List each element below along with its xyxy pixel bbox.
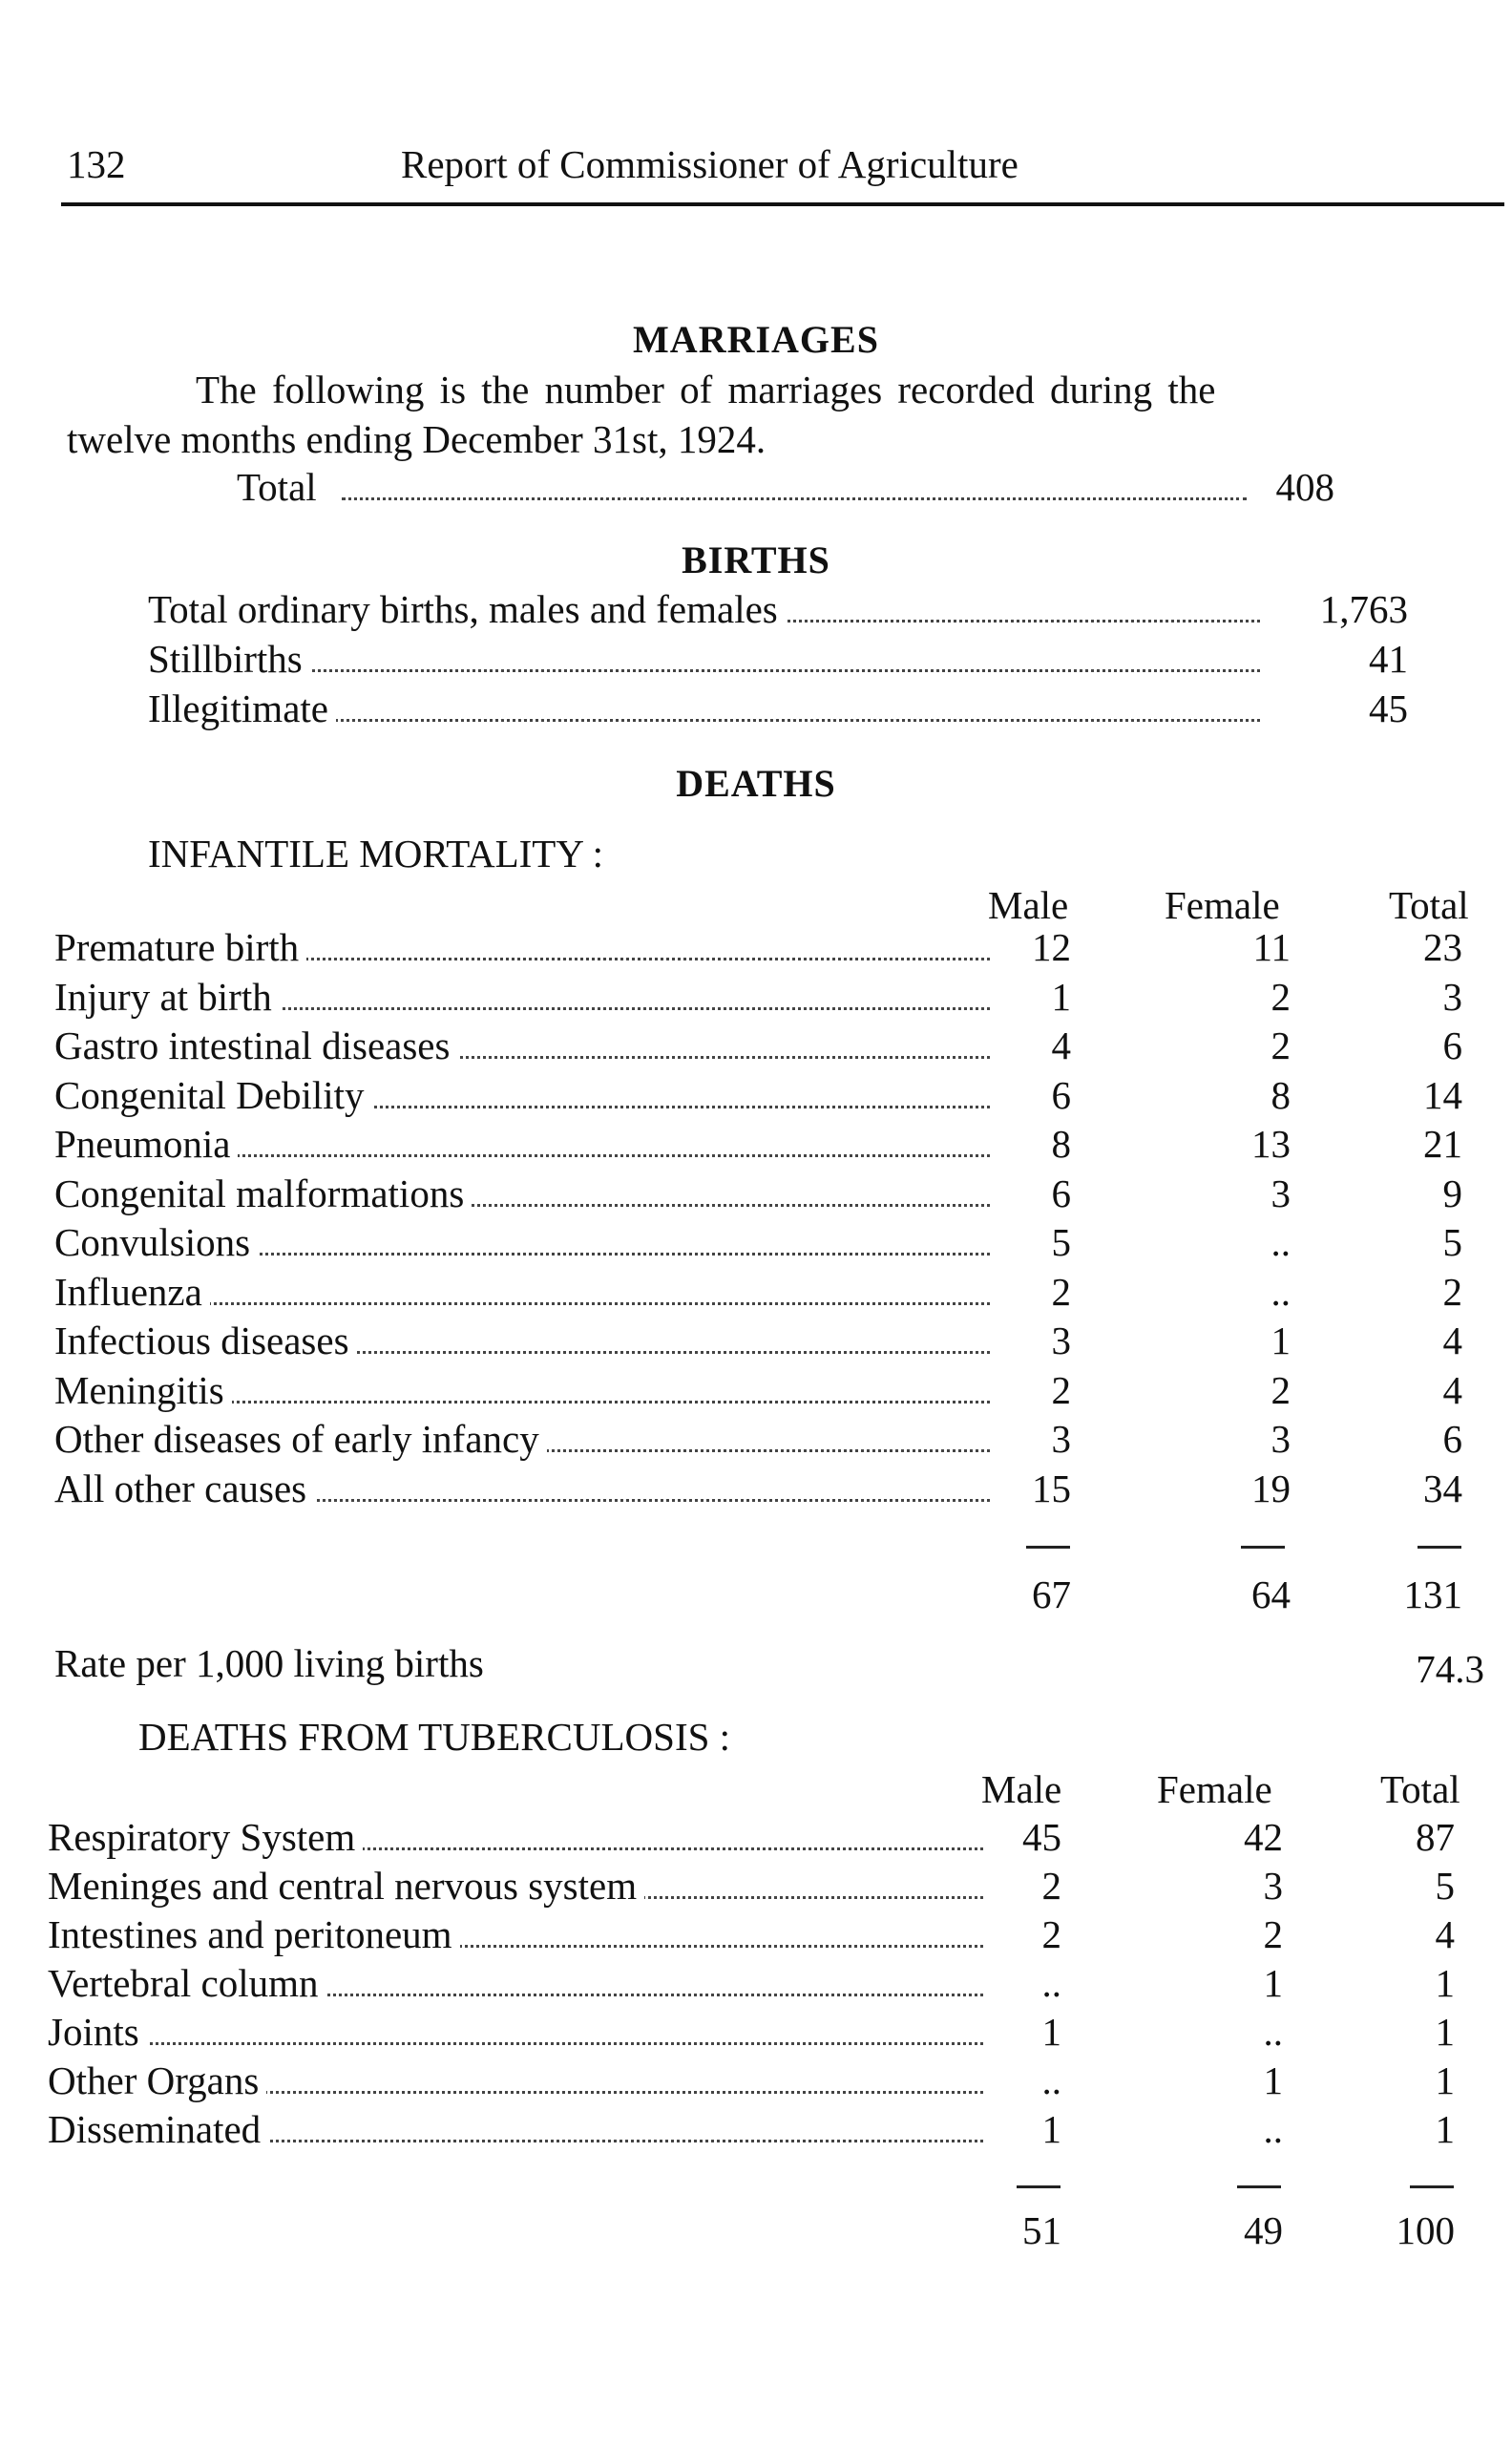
tuberculosis-row-female: 2 <box>1263 1912 1283 1956</box>
infantile-row <box>54 1219 1486 1269</box>
infantile-row-male: 3 <box>1051 1417 1071 1461</box>
tuberculosis-col-female: Female <box>1157 1767 1272 1811</box>
tuberculosis-row-label: Disseminated <box>48 2106 268 2152</box>
tuberculosis-total-rule-male <box>1017 2185 1060 2188</box>
infantile-row-female: 2 <box>1270 974 1291 1019</box>
births-row-label: Total ordinary births, males and females <box>148 586 786 632</box>
leader-dots <box>186 719 1260 722</box>
leader-dots <box>86 2042 983 2045</box>
infantile-row <box>54 1121 1486 1171</box>
tuberculosis-row <box>48 1863 1480 1912</box>
births-heading: BIRTHS <box>682 538 830 581</box>
infantile-row-female: 19 <box>1251 1466 1291 1510</box>
infantile-row <box>54 974 1486 1024</box>
infantile-row-label: Congenital Debility <box>54 1072 372 1118</box>
infantile-row-label: Infectious diseases <box>54 1318 357 1363</box>
marriages-total-label: Total <box>237 464 325 510</box>
infantile-row <box>54 924 1486 974</box>
tuberculosis-total-rule-total <box>1410 2185 1454 2188</box>
infantile-row-male: 6 <box>1051 1171 1071 1215</box>
tuberculosis-row-total: 1 <box>1435 2107 1455 2151</box>
tuberculosis-row <box>48 1911 1480 1961</box>
infantile-row-label: Pneumonia <box>54 1121 238 1167</box>
marriages-intro-line-1: The following is the number of marriages recorded during the <box>196 368 1216 412</box>
infantile-row-total: 34 <box>1423 1466 1462 1510</box>
infantile-row-male: 4 <box>1051 1024 1071 1067</box>
infantile-row-female: 11 <box>1252 925 1291 969</box>
tuberculosis-row-male: 1 <box>1041 2010 1061 2054</box>
tuberculosis-row-label: Vertebral column <box>48 1960 326 2006</box>
tuberculosis-total-male: 51 <box>1022 2208 1061 2252</box>
tuberculosis-row-label: Joints <box>48 2009 147 2055</box>
tuberculosis-total-female: 49 <box>1244 2208 1283 2252</box>
marriages-total-value: 408 <box>1275 465 1334 509</box>
tuberculosis-row-total: 5 <box>1435 1864 1455 1908</box>
infantile-row-female: 13 <box>1251 1122 1291 1166</box>
infantile-total-total: 131 <box>1403 1572 1462 1616</box>
tuberculosis-total-rule-female <box>1237 2185 1281 2188</box>
infantile-row <box>54 1318 1486 1367</box>
tuberculosis-row <box>48 1814 1480 1864</box>
infantile-row-total: 5 <box>1442 1220 1462 1264</box>
leader-dots <box>93 1302 990 1305</box>
infantile-row <box>54 1466 1486 1515</box>
infantile-row-female: 3 <box>1270 1417 1291 1461</box>
infantile-row-total: 9 <box>1442 1171 1462 1215</box>
infantile-row-label: Congenital malformations <box>54 1171 472 1216</box>
tuberculosis-row-male: 2 <box>1041 1864 1061 1908</box>
infantile-total-female: 64 <box>1251 1572 1291 1616</box>
header-rule <box>61 202 1504 206</box>
infantile-row-total: 6 <box>1442 1417 1462 1461</box>
infantile-total-rule-female <box>1241 1546 1285 1549</box>
infantile-row-male: 6 <box>1051 1072 1071 1117</box>
tuberculosis-row-label: Meninges and central nervous system <box>48 1863 644 1909</box>
tuberculosis-row-total: 1 <box>1435 2058 1455 2102</box>
tuberculosis-total-total: 100 <box>1396 2208 1455 2252</box>
infantile-row-label: Influenza <box>54 1269 210 1315</box>
infantile-row <box>54 1171 1486 1220</box>
tuberculosis-row <box>48 2009 1480 2058</box>
infantile-row <box>54 1269 1486 1319</box>
births-row-value: 1,763 <box>1319 587 1408 631</box>
infantile-row-total: 21 <box>1423 1122 1462 1166</box>
infantile-row-female: .. <box>1270 1220 1291 1264</box>
tuberculosis-row-total: 87 <box>1416 1815 1455 1859</box>
infantile-row-male: 1 <box>1051 974 1071 1019</box>
marriages-intro-line-2: twelve months ending December 31st, 1924. <box>67 417 766 461</box>
tuberculosis-subheading: DEATHS FROM TUBERCULOSIS : <box>138 1715 731 1759</box>
births-row-value: 41 <box>1369 637 1408 681</box>
tuberculosis-col-total: Total <box>1380 1767 1460 1811</box>
infantile-row-male: 2 <box>1051 1367 1071 1412</box>
leader-dots <box>342 497 1247 500</box>
tuberculosis-row-male: .. <box>1041 1961 1061 2005</box>
infantile-row <box>54 1367 1486 1417</box>
tuberculosis-row-total: 1 <box>1435 2010 1455 2054</box>
infantile-row <box>54 1072 1486 1122</box>
tuberculosis-row-male: .. <box>1041 2058 1061 2102</box>
infantile-row-male: 5 <box>1051 1220 1071 1264</box>
tuberculosis-row-female: .. <box>1263 2010 1283 2054</box>
leader-dots <box>186 669 1260 672</box>
tuberculosis-row-female: 1 <box>1263 2058 1283 2102</box>
infantile-row-female: 1 <box>1270 1319 1291 1362</box>
births-row <box>148 586 1408 636</box>
marriages-total-row <box>237 464 1334 514</box>
infantile-row-total: 6 <box>1442 1024 1462 1067</box>
infantile-row-label: All other causes <box>54 1466 314 1511</box>
infantile-total-rule-total <box>1418 1546 1461 1549</box>
infantile-row-label: Injury at birth <box>54 974 280 1020</box>
infantile-row-label: Premature birth <box>54 924 306 970</box>
tuberculosis-row-label: Other Organs <box>48 2058 266 2103</box>
infantile-row-female: 2 <box>1270 1024 1291 1067</box>
infantile-row-label: Gastro intestinal diseases <box>54 1023 457 1068</box>
tuberculosis-row-total: 1 <box>1435 1961 1455 2005</box>
infantile-row-total: 23 <box>1423 925 1462 969</box>
infantile-row-female: 8 <box>1270 1072 1291 1117</box>
infantile-row-total: 3 <box>1442 974 1462 1019</box>
infantile-row-male: 15 <box>1032 1466 1071 1510</box>
infantile-row-male: 3 <box>1051 1319 1071 1362</box>
infantile-row-male: 8 <box>1051 1122 1071 1166</box>
infantile-row-total: 4 <box>1442 1367 1462 1412</box>
tuberculosis-row-female: 3 <box>1263 1864 1283 1908</box>
infantile-row-female: 2 <box>1270 1367 1291 1412</box>
infantile-total-male: 67 <box>1032 1572 1071 1616</box>
deaths-heading: DEATHS <box>676 762 836 805</box>
infantile-col-female: Female <box>1165 883 1280 927</box>
births-row-label: Stillbirths <box>148 636 310 682</box>
births-row <box>148 686 1408 735</box>
infantile-row <box>54 1416 1486 1466</box>
infantile-col-male: Male <box>988 883 1069 927</box>
infantile-row-female: 3 <box>1270 1171 1291 1215</box>
infantile-row-total: 2 <box>1442 1269 1462 1314</box>
infantile-total-rule-male <box>1026 1546 1070 1549</box>
tuberculosis-row-male: 45 <box>1022 1815 1061 1859</box>
tuberculosis-col-male: Male <box>981 1767 1062 1811</box>
tuberculosis-row-label: Intestines and peritoneum <box>48 1911 460 1957</box>
tuberculosis-row-female: 42 <box>1244 1815 1283 1859</box>
infantile-row-male: 2 <box>1051 1269 1071 1314</box>
births-row <box>148 636 1408 686</box>
tuberculosis-row-total: 4 <box>1435 1912 1455 1956</box>
tuberculosis-row-female: .. <box>1263 2107 1283 2151</box>
running-title: Report of Commissioner of Agriculture <box>401 142 1018 186</box>
tuberculosis-row-label: Respiratory System <box>48 1814 363 1860</box>
infantile-col-total: Total <box>1389 883 1469 927</box>
tuberculosis-row-male: 2 <box>1041 1912 1061 1956</box>
infantile-row-total: 14 <box>1423 1072 1462 1117</box>
page-number: 132 <box>67 142 126 186</box>
tuberculosis-row <box>48 1960 1480 2010</box>
infantile-rate-label: Rate per 1,000 living births <box>54 1641 484 1685</box>
infantile-rate-value: 74.3 <box>1416 1647 1484 1691</box>
infantile-row-label: Convulsions <box>54 1219 258 1265</box>
infantile-row <box>54 1023 1486 1072</box>
tuberculosis-row <box>48 2106 1480 2156</box>
births-row-label: Illegitimate <box>148 686 336 731</box>
tuberculosis-row <box>48 2058 1480 2107</box>
infantile-row-label: Meningitis <box>54 1367 232 1413</box>
tuberculosis-row-male: 1 <box>1041 2107 1061 2151</box>
infantile-row-label: Other diseases of early infancy <box>54 1416 547 1462</box>
tuberculosis-row-female: 1 <box>1263 1961 1283 2005</box>
infantile-row-female: .. <box>1270 1269 1291 1314</box>
infantile-row-male: 12 <box>1032 925 1071 969</box>
infantile-mortality-subheading: INFANTILE MORTALITY : <box>148 832 604 876</box>
births-row-value: 45 <box>1369 686 1408 730</box>
infantile-row-total: 4 <box>1442 1319 1462 1362</box>
marriages-heading: MARRIAGES <box>633 318 879 361</box>
